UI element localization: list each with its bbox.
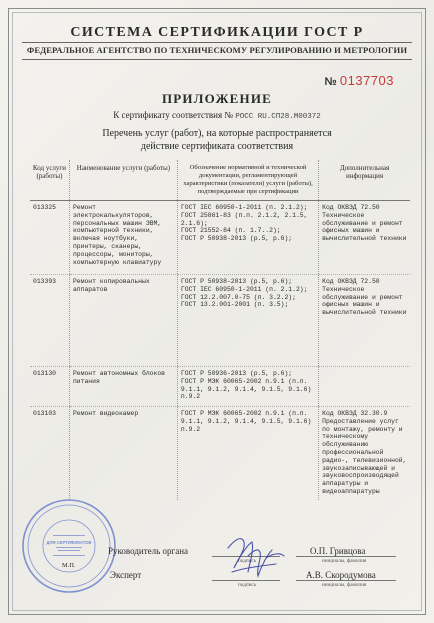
head-sign-caption: подпись (238, 558, 257, 564)
service-info (319, 367, 410, 407)
head-name: О.П. Гривцова (310, 546, 366, 556)
service-info: Код ОКВЭД 72.50 Техническое обслуживание и ремонт офисных машин и вычислительной техники (319, 201, 410, 275)
certificate-reference (0, 110, 434, 121)
certificate-reference-label: К сертификату соответствия № (113, 110, 233, 120)
number-sign: № (324, 76, 337, 88)
service-name: Ремонт копировальных аппаратов (69, 275, 177, 367)
form-number-value: 0137703 (339, 73, 394, 88)
certificate-number: РОСС RU.СП28.М00372 (235, 113, 321, 121)
footer-text (217, 608, 218, 612)
header-divider (22, 42, 412, 43)
table-row (30, 407, 410, 500)
seal-center-text: ДЛЯ СЕРТИФИКАТОВ (46, 540, 92, 545)
services-list-title-line-2: действие сертификата соответствия (140, 141, 294, 152)
expert-name: А.В. Скородумова (306, 570, 376, 580)
service-code: 013130 (30, 367, 69, 407)
table-row (30, 275, 410, 367)
appendix-title: ПРИЛОЖЕНИЕ (161, 91, 273, 106)
head-label: Руководитель органа (108, 546, 189, 556)
header-name: Наименование услуги (работы) (69, 160, 177, 201)
service-name: Ремонт видеокамер (69, 407, 177, 500)
header-code: Код услуги (работы) (30, 160, 69, 201)
expert-name-line (296, 580, 396, 581)
print-footer (60, 608, 374, 612)
service-name: Ремонт автономных блоков питания (69, 367, 177, 407)
service-info: Код ОКВЭД 72.50 Техническое обслуживание и ремонт офисных машин и вычислительной техники (319, 275, 410, 367)
services-table (30, 160, 410, 500)
services-list-title (0, 127, 434, 153)
table-header-row (30, 160, 410, 201)
service-doc: ГОСТ Р МЭК 60065-2002 п.9.1 (п.п. 9.1.1, 9.1.2, 9.1.4, 9.1.5, 9.1.6) п.9.2 (177, 407, 318, 500)
service-info: Код ОКВЭД 32.30.9 Предоставление услуг по монтажу, ремонту и техническому обслуживанию профессиональной радио-, телевизионной, звукозаписывающей и звуковоспроизводящей аппаратуры и видеоаппаратуры (319, 407, 410, 500)
head-name-line (296, 556, 396, 557)
header-divider-2 (22, 59, 412, 60)
table-row (30, 201, 410, 275)
certification-seal (20, 497, 118, 595)
header-info: Дополнительная информация (319, 160, 410, 201)
expert-sign-caption: подпись (238, 582, 257, 588)
service-doc: ГОСТ Р 50936-2013 (р.5, р.6); ГОСТ Р МЭК 60065-2002 п.9.1 (п.п. 9.1.1, 9.1.2, 9.1.4, 9.1.5, 9.1.6) п.9.2 (177, 367, 318, 407)
service-code: 013103 (33, 410, 57, 417)
service-name: Ремонт электрокалькуляторов, персональных машин ЭВМ, компьютерной техники, включая ноутбуки, принтеры, сканеры, процессоры, мониторы, компьютерную клавиатуру (69, 201, 177, 275)
expert-name-caption: инициалы, фамилия (322, 582, 367, 588)
expert-label: Эксперт (110, 570, 142, 580)
handwritten-signature (222, 528, 290, 586)
header-doc: Обозначение нормативной и технической документации, регламентирующей характеристики (показатели) услуги (работы), подтверждаемые при сертификации (177, 160, 318, 201)
seal-place-mark: М.П. (62, 562, 76, 569)
agency-name: ФЕДЕРАЛЬНОЕ АГЕНТСТВО ПО ТЕХНИЧЕСКОМУ РЕГУЛИРОВАНИЮ И МЕТРОЛОГИИ (26, 45, 408, 55)
service-code: 013393 (30, 275, 69, 367)
service-doc: ГОСТ IEC 60950-1-2011 (п. 2.1.2); ГОСТ 25861-83 (п.п. 2.1.2, 2.1.5, 2.1.6); ГОСТ 21552-84 (п. 1.7..2); ГОСТ Р 50938-2013 (р.5, р.6); (177, 201, 318, 275)
certification-system-title: СИСТЕМА СЕРТИФИКАЦИИ ГОСТ Р (70, 25, 364, 40)
table-row (30, 367, 410, 407)
service-code: 013325 (30, 201, 69, 275)
service-doc: ГОСТ Р 50938-2013 (р.5, р.6); ГОСТ IEC 60950-1-2011 (п. 2.1.2); ГОСТ 12.2.007.0-75 (п. 3.2.2); ГОСТ 13.2.001-2001 (п. 3.5); (177, 275, 318, 367)
head-name-caption: инициалы, фамилия (322, 558, 367, 564)
services-list-title-line-1: Перечень услуг (работ), на которые распространяется (102, 128, 332, 139)
form-number (325, 73, 394, 88)
